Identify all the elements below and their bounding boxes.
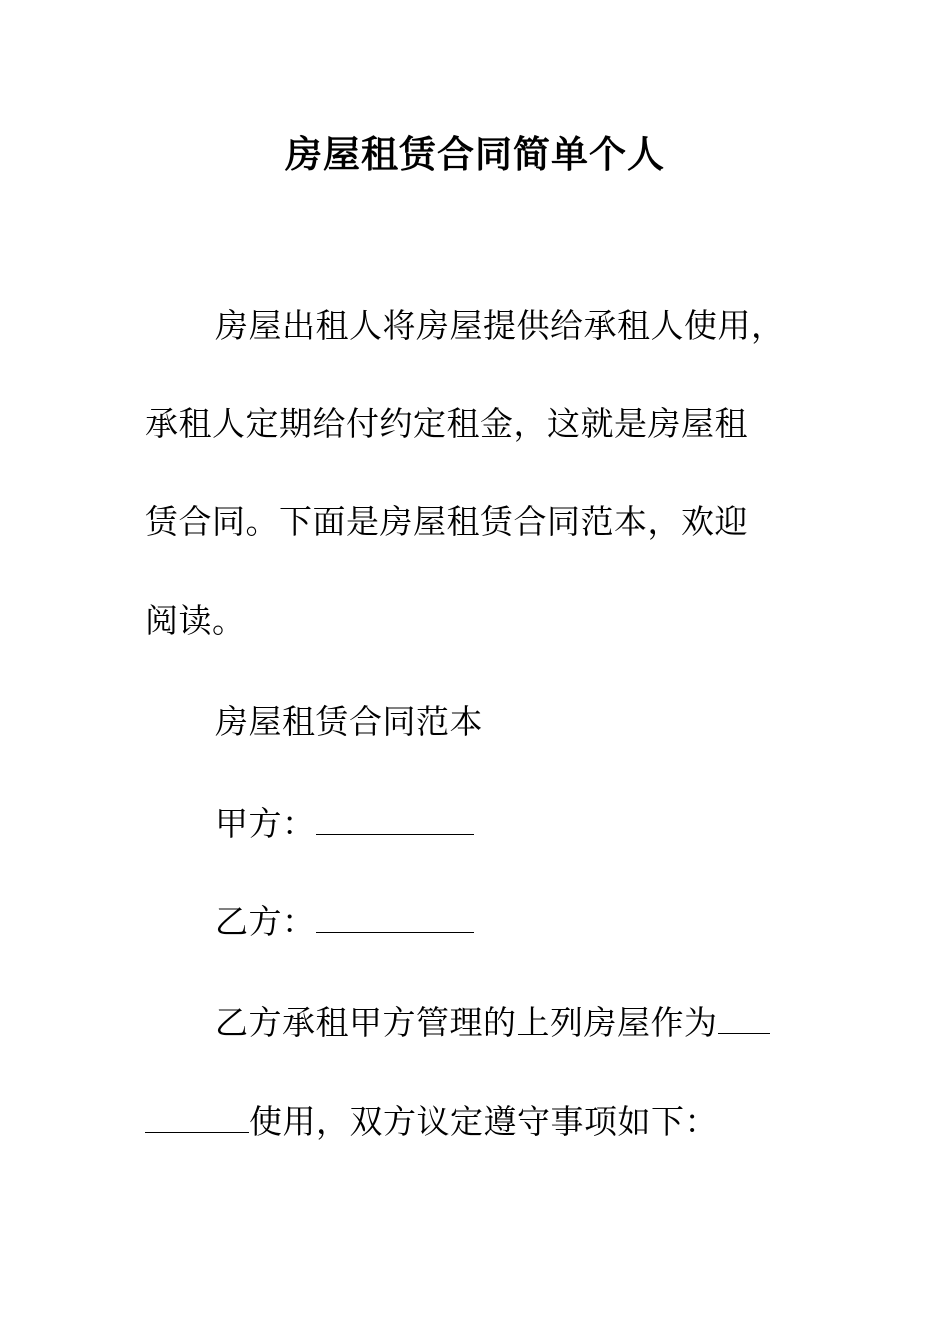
usage-line-2 (145, 1097, 718, 1147)
usage-blank-end (145, 1102, 249, 1133)
intro-line-3: 赁合同。下面是房屋租赁合同范本，欢迎 (145, 502, 748, 541)
usage-line-1 (215, 998, 770, 1048)
party-b-label: 乙方： (215, 902, 316, 941)
sample-heading: 房屋租赁合同范本 (215, 702, 483, 741)
party-a-row (215, 799, 474, 849)
party-b-row (215, 897, 474, 947)
party-a-label: 甲方： (215, 804, 316, 843)
intro-line-2: 承租人定期给付约定租金，这就是房屋租 (145, 404, 748, 443)
usage-line-1-text: 乙方承租甲方管理的上列房屋作为 (215, 1003, 718, 1042)
usage-blank-start (718, 1003, 770, 1034)
intro-line-4: 阅读。 (145, 601, 246, 640)
document-title: 房屋租赁合同简单个人 (285, 132, 665, 176)
intro-line-1: 房屋出租人将房屋提供给承租人使用， (215, 306, 785, 345)
party-b-blank (316, 902, 474, 933)
usage-line-2-text: 使用，双方议定遵守事项如下： (249, 1102, 718, 1141)
party-a-blank (316, 804, 474, 835)
